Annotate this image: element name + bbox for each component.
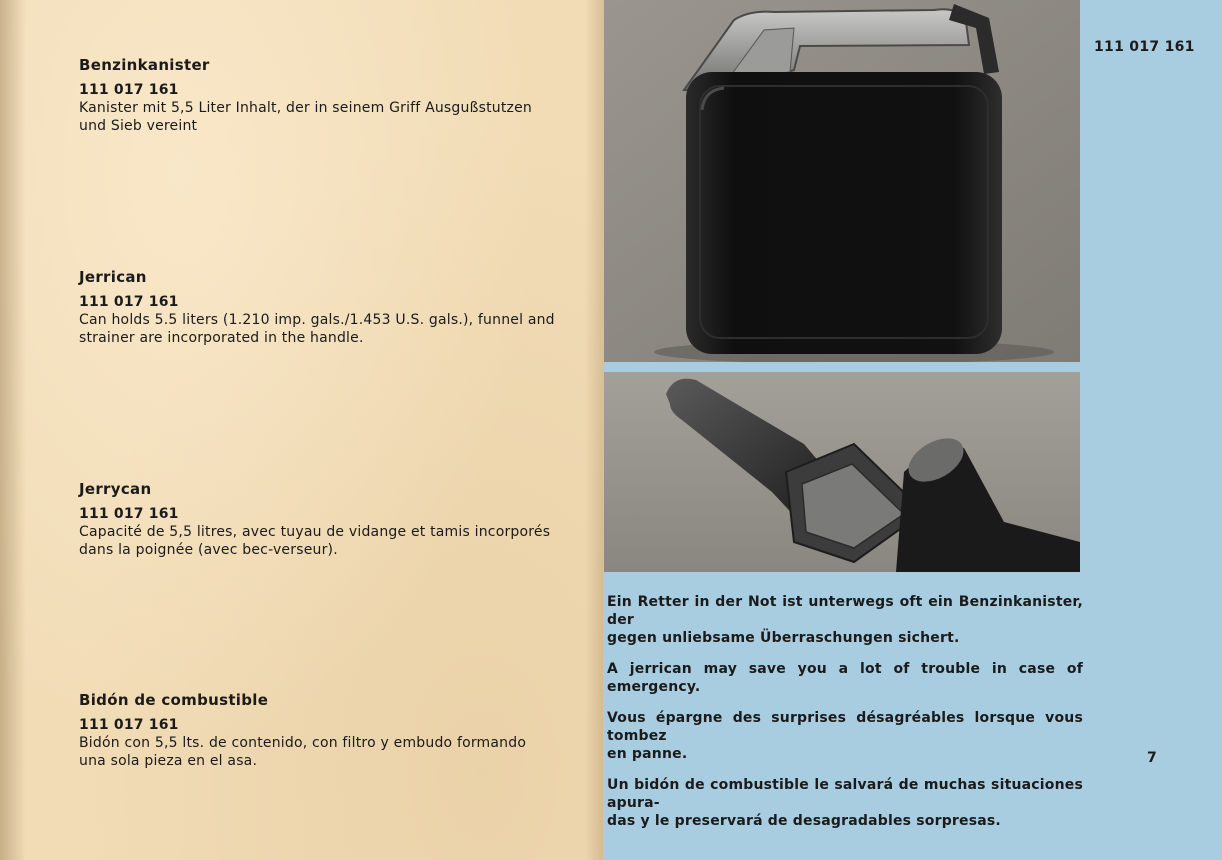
spout-illustration (604, 372, 1080, 572)
book-gutter (585, 0, 603, 860)
caption-spanish-line-2: das y le preservará de desagradables sorpresas. (607, 813, 1001, 829)
caption-german (607, 593, 1083, 647)
header-part-number: 111 017 161 (1094, 39, 1195, 55)
page-edge-shadow (0, 0, 26, 860)
entry-description-line-1: Bidón con 5,5 lts. de contenido, con filtro y embudo formando (79, 735, 527, 751)
page-number: 7 (1147, 750, 1157, 766)
entry-description-line-1: Can holds 5.5 liters (1.210 imp. gals./1.453 U.S. gals.), funnel and (79, 312, 555, 328)
entry-title: Jerrycan (79, 480, 152, 498)
entry-description-line-1: Kanister mit 5,5 Liter Inhalt, der in seinem Griff Ausgußstutzen (79, 100, 532, 116)
caption-french (607, 709, 1083, 763)
caption-french-line-2: en panne. (607, 746, 688, 762)
entry-french (79, 480, 569, 559)
entry-title: Bidón de combustible (79, 691, 269, 709)
entry-english (79, 268, 569, 347)
entry-description-line-2: una sola pieza en el asa. (79, 753, 258, 769)
entry-description-line-1: Capacité de 5,5 litres, avec tuyau de vidange et tamis incorporés (79, 524, 551, 540)
caption-german-line-2: gegen unliebsame Überraschungen sichert. (607, 630, 960, 646)
entry-part-number: 111 017 161 (79, 717, 179, 733)
caption-french-line-1: Vous épargne des surprises désagréables lorsque vous tombez (607, 710, 1083, 744)
spout-detail-photo (604, 372, 1080, 572)
jerrican-photo (604, 0, 1080, 362)
entry-part-number: 111 017 161 (79, 506, 179, 522)
captions-block (607, 593, 1083, 843)
entry-description-line-2: strainer are incorporated in the handle. (79, 330, 364, 346)
entry-title: Benzinkanister (79, 56, 210, 74)
entry-german (79, 56, 569, 135)
caption-english: A jerrican may save you a lot of trouble in case of emergency. (607, 661, 1083, 695)
caption-spanish-line-1: Un bidón de combustible le salvará de muchas situaciones apura- (607, 777, 1083, 811)
jerrican-illustration (604, 0, 1080, 362)
entry-title: Jerrican (79, 268, 147, 286)
entry-part-number: 111 017 161 (79, 82, 179, 98)
entry-part-number: 111 017 161 (79, 294, 179, 310)
entry-spanish (79, 691, 569, 770)
entry-description-line-2: und Sieb vereint (79, 118, 198, 134)
caption-spanish (607, 776, 1083, 830)
caption-german-line-1: Ein Retter in der Not ist unterwegs oft ein Benzinkanister, der (607, 594, 1083, 628)
entry-description-line-2: dans la poignée (avec bec-verseur). (79, 542, 338, 558)
